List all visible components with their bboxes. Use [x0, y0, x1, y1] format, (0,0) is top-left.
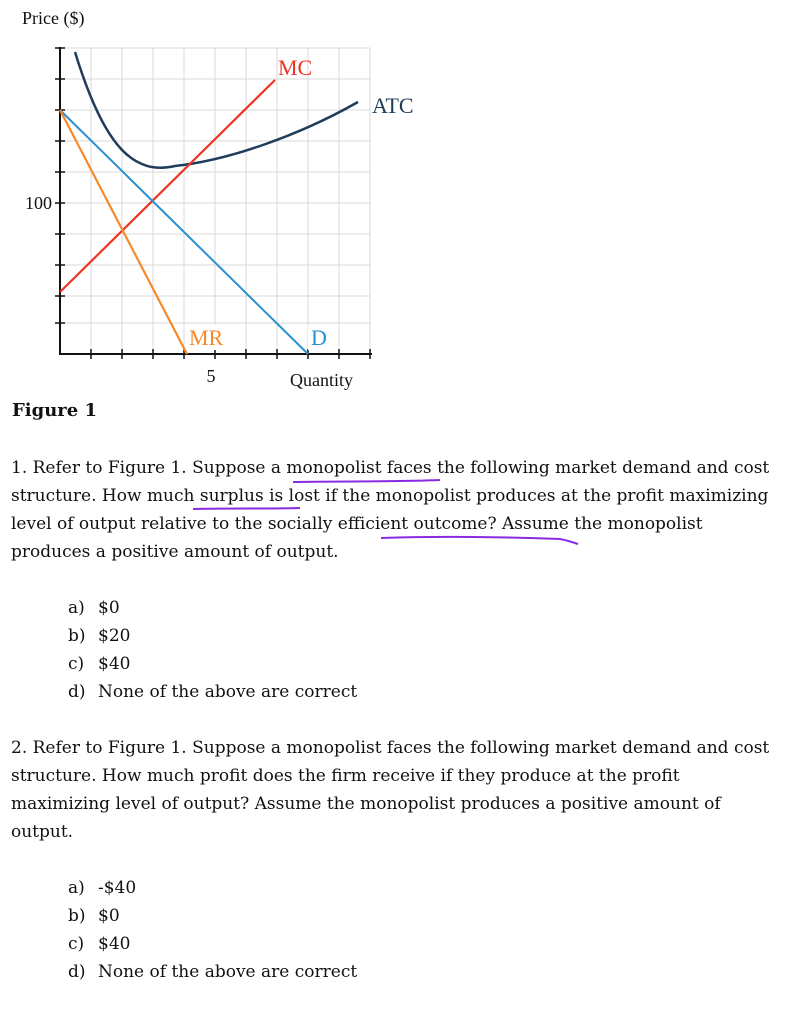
option-letter: c): [68, 654, 85, 674]
atc-label: ATC: [372, 93, 414, 118]
question-1-options: [68, 594, 357, 706]
option-letter: a): [68, 598, 85, 618]
figure-caption: Figure 1: [12, 400, 98, 421]
option-text: -$40: [98, 878, 137, 898]
x-tick-label-5: 5: [206, 366, 216, 386]
option-text: $40: [98, 934, 131, 954]
y-axis-title: Price ($): [22, 8, 85, 28]
option-c[interactable]: [68, 930, 357, 958]
option-letter: d): [68, 682, 86, 702]
option-letter: a): [68, 878, 85, 898]
mc-label: MC: [278, 55, 313, 80]
option-d[interactable]: [68, 678, 357, 706]
question-2-options: [68, 874, 357, 986]
question-2-text: 2. Refer to Figure 1. Suppose a monopolist faces the following market demand and cost structure. How much profit does the firm receive if they produce at the profit maximizing level of output? Assume the monopolist produces a positive amount of output.: [11, 738, 770, 842]
option-letter: d): [68, 962, 86, 982]
option-letter: b): [68, 906, 86, 926]
option-text: $40: [98, 654, 131, 674]
option-a[interactable]: [68, 874, 357, 902]
option-d[interactable]: [68, 958, 357, 986]
option-b[interactable]: [68, 902, 357, 930]
option-letter: c): [68, 934, 85, 954]
question-1-text: 1. Refer to Figure 1. Suppose a monopolist faces the following market demand and cost structure. How much surplus is lost if the monopolist produces at the profit maximizing level of output relative to the socially efficient outcome? Assume the monopolist produces a positive amount of output.: [11, 458, 770, 562]
option-text: $0: [98, 906, 120, 926]
option-a[interactable]: [68, 594, 357, 622]
option-text: None of the above are correct: [98, 682, 358, 702]
y-tick-label-100: 100: [25, 193, 52, 213]
option-b[interactable]: [68, 622, 357, 650]
mr-label: MR: [189, 325, 224, 350]
d-label: D: [311, 325, 327, 350]
x-axis-title: Quantity: [290, 370, 353, 390]
option-text: $20: [98, 626, 131, 646]
option-c[interactable]: [68, 650, 357, 678]
option-letter: b): [68, 626, 86, 646]
option-text: None of the above are correct: [98, 962, 358, 982]
option-text: $0: [98, 598, 120, 618]
